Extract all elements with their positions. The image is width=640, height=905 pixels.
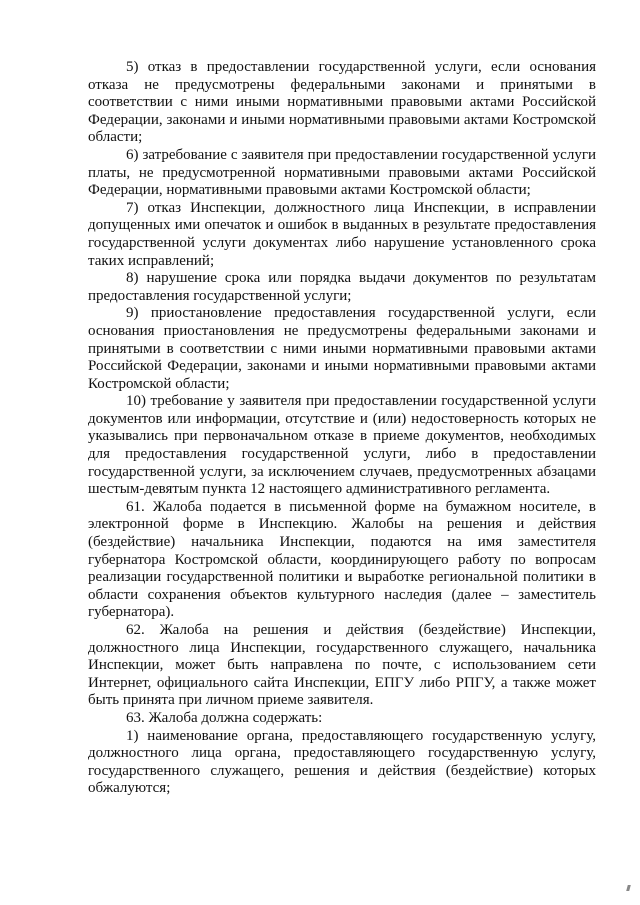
paragraph-item-10: 10) требование у заявителя при предоставлении государственной услуги документов или информации, отсутствие и (или) недостоверность которых не указывались при первоначальном отказе в приеме документов, необходимых для предоставления государственной услуги, либо в предоставлении государственной услуги, за исключением случаев, предусмотренных абзацами шестым-девятым пункта 12 настоящего административного регламента. bbox=[88, 393, 596, 498]
paragraph-clause-62: 62. Жалоба на решения и действия (бездействие) Инспекции, должностного лица Инспекции, государственного служащего, начальника Инспекции, может быть направлена по почте, с использованием сети Интернет, официального сайта Инспекции, ЕПГУ либо РПГУ, а также может быть принята при личном приеме заявителя. bbox=[88, 622, 596, 709]
scan-mark bbox=[626, 885, 631, 891]
paragraph-item-5: 5) отказ в предоставлении государственной услуги, если основания отказа не предусмотрены федеральными законами и принятыми в соответствии с ними иными нормативными правовыми актами Российской Федерации, законами и иными нормативными правовыми актами Костромской области; bbox=[88, 59, 596, 146]
paragraph-clause-63: 63. Жалоба должна содержать: bbox=[126, 709, 323, 726]
paragraph-clause-63-item-1: 1) наименование органа, предоставляющего государственную услугу, должностного лица органа, предоставляющего государственную услугу, государственного служащего, решения и действия (бездействие) которых обжалуются; bbox=[88, 727, 596, 797]
paragraph-item-9: 9) приостановление предоставления государственной услуги, если основания приостановления не предусмотрены федеральными законами и принятыми в соответствии с ними иными нормативными правовыми актами Российской Федерации, законами и иными нормативными правовыми актами Костромской области; bbox=[88, 305, 596, 392]
document-body bbox=[88, 59, 596, 798]
paragraph-item-6: 6) затребование с заявителя при предоставлении государственной услуги платы, не предусмотренной нормативными правовыми актами Российской Федерации, нормативными правовыми актами Костромской области; bbox=[88, 146, 596, 199]
paragraph-item-8: 8) нарушение срока или порядка выдачи документов по результатам предоставления государственной услуги; bbox=[88, 270, 596, 304]
paragraph-item-7: 7) отказ Инспекции, должностного лица Инспекции, в исправлении допущенных ими опечаток и ошибок в выданных в результате предоставления государственной услуги документах либо нарушение установленного срока таких исправлений; bbox=[88, 199, 596, 269]
paragraph-clause-61: 61. Жалоба подается в письменной форме на бумажном носителе, в электронной форме в Инспекцию. Жалобы на решения и действия (бездействие) начальника Инспекции, подаются на имя заместителя губернатора Костромской области, координирующего работу по вопросам реализации государственной политики и выработке региональной политики в области сохранения объектов культурного наследия (далее – заместитель губернатора). bbox=[88, 498, 596, 621]
